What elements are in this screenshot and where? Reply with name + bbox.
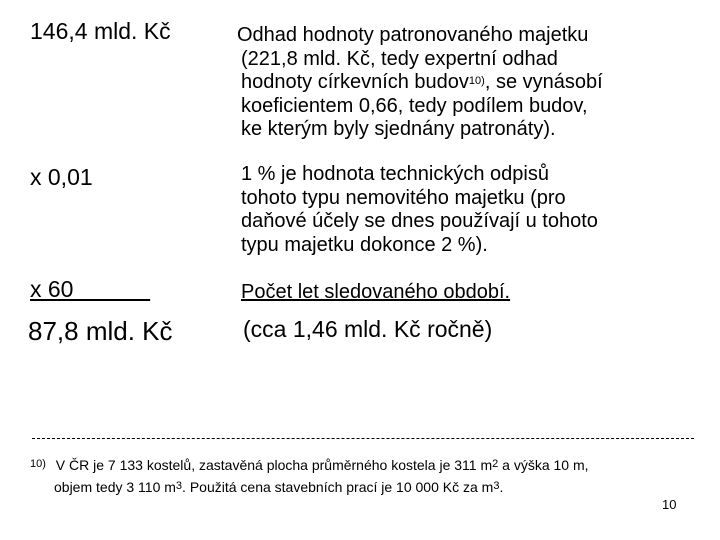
- description-line: 1 % je hodnota technických odpisů: [241, 163, 549, 185]
- result-value: 87,8 mld. Kč: [28, 316, 173, 346]
- description-row-3: Počet let sledovaného období.: [241, 281, 511, 303]
- description-line: typu majetku dokonce 2 %).: [241, 233, 488, 256]
- footnote-text: .: [499, 479, 504, 495]
- description-row-1: [237, 24, 603, 142]
- footnote-sup: 3: [493, 480, 500, 492]
- footnote-ref: 10): [468, 75, 485, 87]
- footnote-text: V ČR je 7 133 kostelů, zastavěná plocha průměrného kostela je 311 m: [55, 457, 493, 473]
- value-146-4: 146,4 mld. Kč: [30, 18, 171, 44]
- description-line: ke kterým byly sjednány patronáty).: [241, 118, 556, 140]
- footnote-mark: 10): [30, 458, 46, 470]
- footnote-line-1: [30, 455, 589, 477]
- footnote-sup: 3: [175, 480, 183, 492]
- footnote-line-2: [30, 477, 589, 497]
- footnote-text: a výška 10 m,: [498, 457, 589, 473]
- multiplier-60: [30, 276, 243, 303]
- description-line: Odhad hodnoty patronovaného majetku: [237, 24, 589, 46]
- multiplier-text: x 60: [30, 276, 74, 302]
- description-line: koeficientem 0,66, tedy podílem budov,: [241, 94, 588, 117]
- description-text: , se vynásobí: [484, 71, 603, 93]
- description-line: tohoto typu nemovitého majetku (pro: [241, 186, 566, 209]
- footnote-text: objem tedy 3 110 m: [54, 479, 176, 495]
- description-text: hodnoty církevních budov: [241, 71, 469, 93]
- footnote-sup: 2: [492, 458, 499, 470]
- page-number: 10: [662, 497, 677, 512]
- underline-fill: [73, 276, 150, 302]
- result-description: (cca 1,46 mld. Kč ročně): [243, 316, 493, 342]
- description-line: daňové účely se dnes používají u tohoto: [241, 210, 598, 232]
- multiplier-0-01: x 0,01: [30, 164, 93, 190]
- footnote-text: . Použitá cena stavebních prací je 10 000 Kč za m: [182, 479, 494, 495]
- description-line: (221,8 mld. Kč, tedy expertní odhad: [241, 47, 558, 70]
- footnote: [30, 455, 589, 497]
- description-line: [237, 71, 603, 95]
- description-row-2: [241, 163, 598, 257]
- footnote-separator: [32, 438, 694, 439]
